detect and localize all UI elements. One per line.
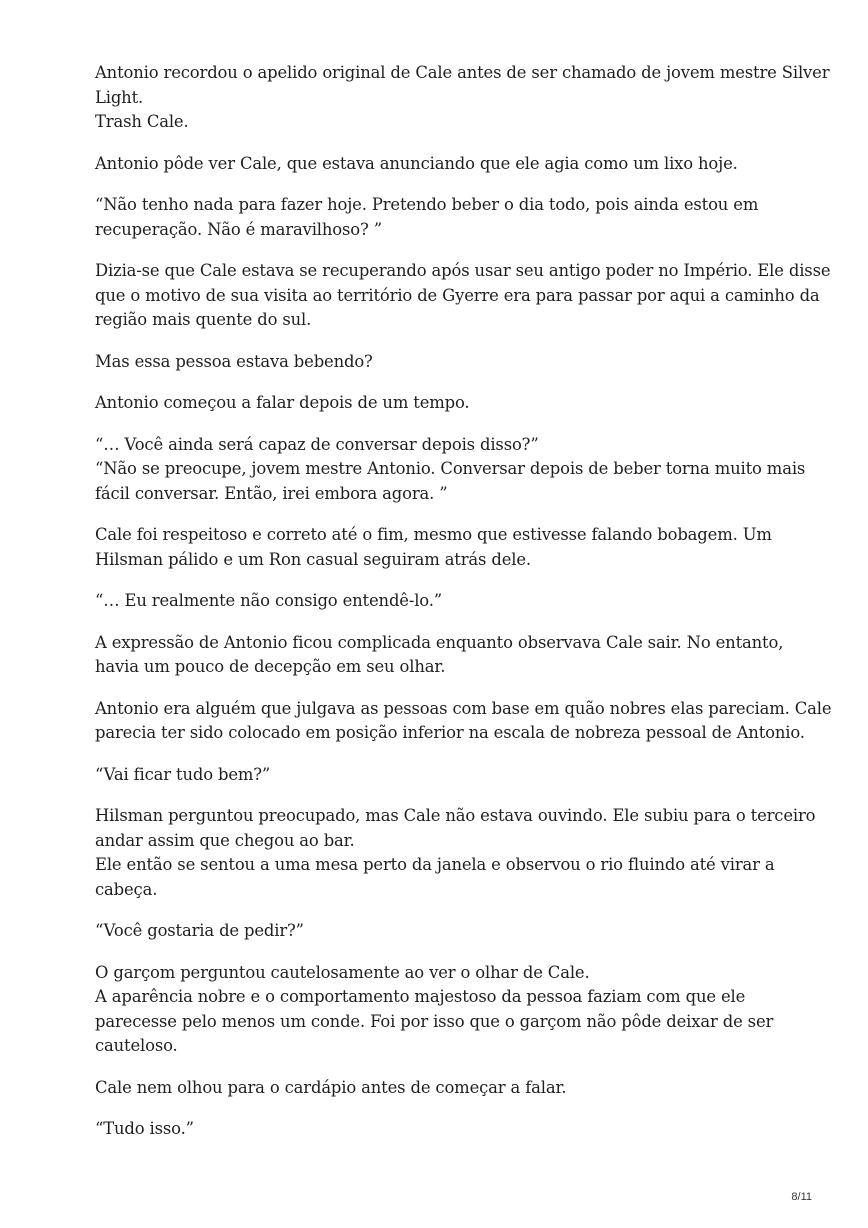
paragraph bbox=[95, 152, 795, 177]
paragraph bbox=[95, 631, 795, 680]
text-line: “Não tenho nada para fazer hoje. Pretendo beber o dia todo, pois ainda estou em bbox=[95, 195, 759, 214]
text-line: “Não se preocupe, jovem mestre Antonio. Conversar depois de beber torna muito mais bbox=[95, 459, 806, 478]
paragraph bbox=[95, 433, 806, 507]
text-line: “Você gostaria de pedir?” bbox=[95, 921, 304, 940]
text-line: recuperação. Não é maravilhoso? ” bbox=[95, 219, 382, 239]
paragraph bbox=[95, 193, 795, 242]
text-line: cauteloso. bbox=[95, 1036, 178, 1055]
text-line: fácil conversar. Então, irei embora agora. ” bbox=[95, 483, 448, 503]
text-line: Antonio pôde ver Cale, que estava anunciando que ele agia como um lixo hoje. bbox=[95, 153, 738, 173]
paragraph bbox=[95, 919, 795, 944]
text-line: Cale foi respeitoso e correto até o fim, mesmo que estivesse falando bobagem. Um bbox=[95, 525, 772, 544]
page-number: 8/11 bbox=[791, 1191, 812, 1203]
paragraph bbox=[95, 589, 795, 614]
paragraph bbox=[95, 259, 831, 333]
text-line: Antonio começou a falar depois de um tempo. bbox=[95, 393, 470, 412]
text-line: “… Eu realmente não consigo entendê-lo.” bbox=[95, 591, 443, 610]
text-line: A expressão de Antonio ficou complicada enquanto observava Cale sair. No entanto, bbox=[95, 632, 784, 652]
text-line: cabeça. bbox=[95, 879, 158, 899]
text-line: Trash Cale. bbox=[95, 112, 189, 131]
text-line: Cale nem olhou para o cardápio antes de começar a falar. bbox=[95, 1077, 567, 1097]
text-line: que o motivo de sua visita ao território de Gyerre era para passar por aqui a caminho da bbox=[95, 285, 820, 305]
text-line: Light. bbox=[95, 87, 144, 107]
text-line: Hilsman perguntou preocupado, mas Cale não estava ouvindo. Ele subiu para o terceiro bbox=[95, 806, 816, 825]
paragraph bbox=[95, 350, 795, 375]
text-line: parecesse pelo menos um conde. Foi por isso que o garçom não pôde deixar de ser bbox=[95, 1011, 774, 1031]
text-line: havia um pouco de decepção em seu olhar. bbox=[95, 657, 446, 676]
text-line: Mas essa pessoa estava bebendo? bbox=[95, 351, 373, 371]
text-line: região mais quente do sul. bbox=[95, 310, 312, 329]
text-line: Ele então se sentou a uma mesa perto da janela e observou o rio fluindo até virar a bbox=[95, 855, 775, 874]
text-line: Antonio era alguém que julgava as pessoas com base em quão nobres elas pareciam. Cale bbox=[95, 698, 832, 718]
document-body bbox=[95, 61, 832, 1159]
paragraph bbox=[95, 1117, 795, 1142]
paragraph bbox=[95, 763, 795, 788]
paragraph bbox=[95, 1076, 795, 1101]
text-line: Antonio recordou o apelido original de Cale antes de ser chamado de jovem mestre Silver bbox=[95, 63, 830, 82]
text-line: Dizia-se que Cale estava se recuperando após usar seu antigo poder no Império. Ele disse bbox=[95, 261, 831, 280]
paragraph bbox=[95, 391, 795, 416]
text-line: “… Você ainda será capaz de conversar depois disso?” bbox=[95, 434, 539, 454]
text-line: “Tudo isso.” bbox=[95, 1119, 194, 1138]
paragraph bbox=[95, 697, 832, 746]
text-line: andar assim que chegou ao bar. bbox=[95, 830, 355, 850]
text-line: O garçom perguntou cautelosamente ao ver o olhar de Cale. bbox=[95, 962, 590, 982]
text-line: “Vai ficar tudo bem?” bbox=[95, 764, 271, 784]
paragraph bbox=[95, 61, 830, 135]
text-line: Hilsman pálido e um Ron casual seguiram atrás dele. bbox=[95, 549, 531, 569]
text-line: parecia ter sido colocado em posição inferior na escala de nobreza pessoal de Antonio. bbox=[95, 723, 805, 742]
text-line: A aparência nobre e o comportamento majestoso da pessoa faziam com que ele bbox=[95, 987, 746, 1006]
paragraph bbox=[95, 523, 795, 572]
paragraph bbox=[95, 804, 816, 902]
paragraph bbox=[95, 961, 795, 1059]
